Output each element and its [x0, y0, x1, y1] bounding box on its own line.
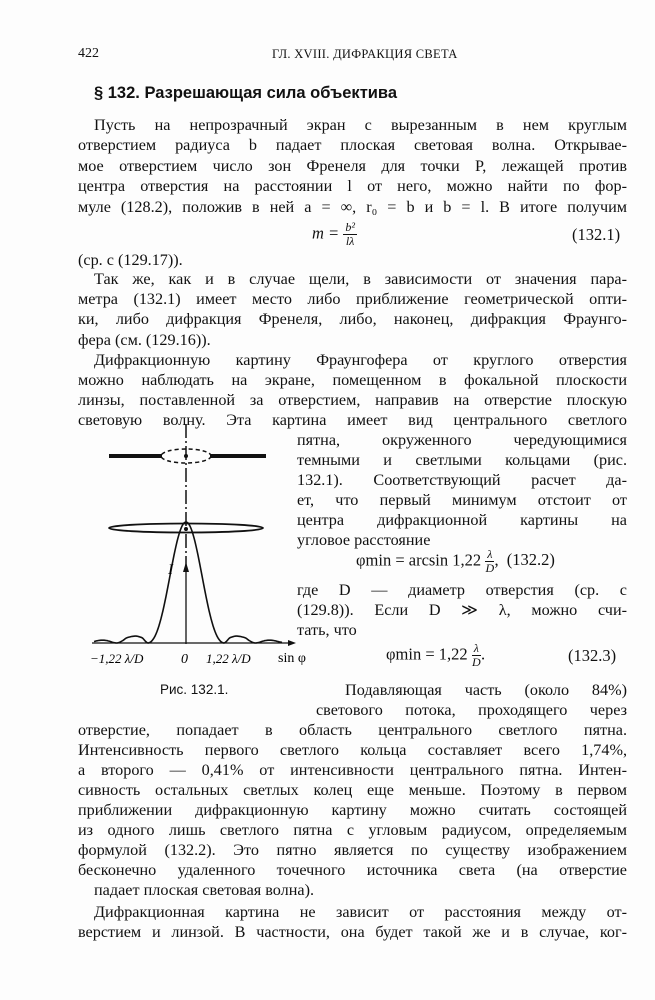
y-axis-arrow [183, 562, 189, 572]
text-line: отверстие, попадает в область центрального светлого пятна. [78, 721, 627, 739]
text-line: бесконечно удаленного точечного источника света (на отверстие [78, 861, 627, 879]
equation-lhs: φmin = 1,22 [386, 644, 468, 664]
text-line: тать, что [297, 621, 357, 639]
text-line: темными и светлыми кольцами (рис. [297, 451, 627, 469]
text-line: приближении дифракционную картину можно считать состоящей [78, 801, 627, 819]
text-line: верстием и линзой. В частности, она будет такой же и в случае, ког- [78, 923, 627, 941]
intensity-curve [94, 522, 282, 643]
text-line: формулой (132.2). Это пятно является по существу изображением [78, 841, 627, 859]
equation-label: (132.2) [506, 550, 555, 570]
punct: , [494, 550, 499, 570]
tick-right: 1,22 λ/D [206, 651, 251, 666]
equation-lhs: φmin = arcsin 1,22 [356, 550, 482, 570]
equation-132-3 [386, 642, 485, 669]
x-axis-arrow [288, 640, 296, 646]
equation-lhs: m = [312, 223, 340, 243]
text-line: мое отверстием число зон Френеля для точки P, лежащей против [78, 157, 627, 175]
equation-132-2 [356, 548, 555, 575]
text-line: а второго — 0,41% от интенсивности центрального пятна. Интен- [78, 761, 627, 779]
text-line: Подавляющая часть (около 84%) [345, 681, 627, 699]
text-line: муле (128.2), положив в ней a = ∞, r₀ = b и b = l. В итоге получим [78, 198, 627, 216]
figure-diffraction [60, 412, 330, 680]
text-line: Так же, как и в случае щели, в зависимости от значения пара- [94, 270, 627, 288]
text-line: (129.8)). Если D ≫ λ, можно счи- [297, 601, 627, 619]
text-line: (ср. с (129.17)). [78, 251, 183, 269]
text-line: отверстием радиуса b падает плоская световая волна. Открывае- [78, 136, 627, 154]
y-axis-label: I [168, 562, 173, 578]
numerator: λ [473, 641, 479, 655]
text-line: световую волну. Эта картина имеет вид центрального светлого [78, 411, 627, 429]
text-line: центра дифракционной картины на [297, 511, 627, 529]
text-line: Дифракционная картина не зависит от расстояния между от- [94, 903, 627, 921]
text-line: падает плоская световая волна). [94, 881, 315, 899]
running-head: ГЛ. XVIII. ДИФРАКЦИЯ СВЕТА [272, 47, 458, 61]
text-line: ки, либо дифракция Френеля, либо, наконец, дифракция Фраунго- [78, 310, 627, 328]
fraction [472, 642, 481, 669]
text-line: можно наблюдать на экране, помещенном в фокальной плоскости [78, 371, 627, 389]
aperture-center [184, 454, 188, 458]
text-line: Пусть на непрозрачный экран с вырезанным в нем круглым [94, 116, 627, 134]
text-line: 132.1). Соответствующий расчет да- [297, 471, 627, 489]
fraction [343, 221, 357, 248]
text-line: из одного лишь светлого пятна с угловым радиусом, определяемым [78, 821, 627, 839]
text-line: светового потока, проходящего через [316, 701, 627, 719]
text-line: угловое расстояние [297, 531, 431, 549]
tick-left: −1,22 λ/D [90, 651, 144, 666]
text-line: сивность остальных светлых колец еще меньше. Поэтому в первом [78, 781, 627, 799]
tick-origin: 0 [181, 652, 188, 667]
text-line: Дифракционную картину Фраунгофера от круглого отверстия [94, 351, 627, 369]
section-title: § 132. Разрешающая сила объектива [94, 84, 398, 102]
text-line: метра (132.1) имеет место либо приближение геометрической опти- [78, 290, 627, 308]
denominator: D [472, 655, 481, 669]
text-line: Интенсивность первого светлого кольца составляет всего 1,74%, [78, 741, 627, 759]
text-line: линзы, поставленной за отверстием, направив на отверстие плоскую [78, 391, 627, 409]
figure-caption: Рис. 132.1. [160, 682, 229, 697]
numerator: b² [345, 220, 355, 234]
page-number: 422 [78, 46, 99, 61]
equation-label: (132.1) [572, 225, 621, 244]
punct: . [480, 644, 486, 664]
text-line: фера (см. (129.16)). [78, 331, 211, 349]
text-line: пятна, окруженного чередующимися [297, 431, 627, 449]
numerator: λ [487, 547, 493, 561]
equation-132-1 [312, 221, 357, 248]
text-line: ет, что первый минимум отстоит от [297, 491, 627, 509]
denominator: D [485, 561, 495, 575]
x-axis-label: sin φ [278, 651, 306, 666]
lens-center [184, 527, 188, 531]
text-line: где D — диаметр отверстия (ср. с [297, 581, 627, 599]
text-line: центра отверстия на расстоянии l от него, можно найти по фор- [78, 177, 627, 195]
equation-label: (132.3) [568, 646, 617, 665]
denominator: lλ [345, 234, 355, 248]
